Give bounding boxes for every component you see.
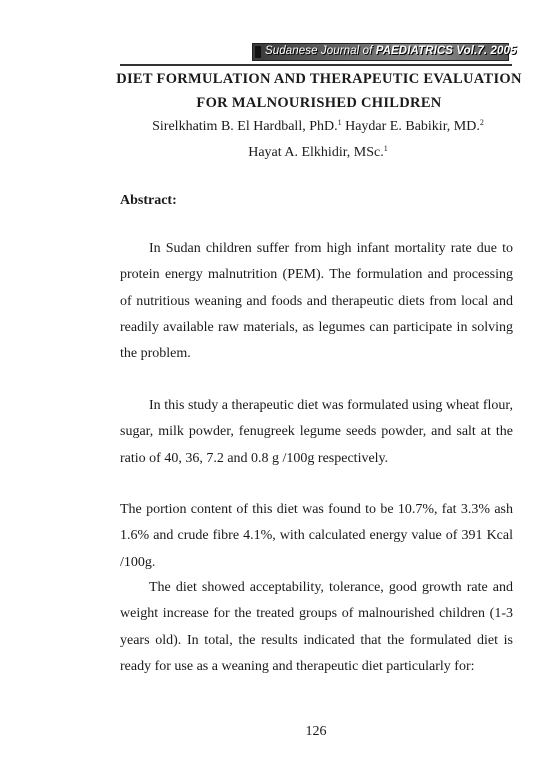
author-2-affiliation: 2	[479, 118, 484, 127]
authors-line-1	[0, 119, 550, 135]
journal-banner-text	[265, 45, 516, 57]
author-3-affiliation: 1	[383, 144, 388, 153]
author-2: Haydar E. Babikir, MD.	[341, 119, 480, 134]
banner-marker	[255, 46, 261, 58]
author-1-affiliation: 1	[337, 118, 342, 127]
article-title-line-1: DIET FORMULATION AND THERAPEUTIC EVALUATION	[116, 71, 522, 87]
abstract-heading: Abstract:	[120, 193, 177, 208]
journal-prefix: Sudanese Journal of	[265, 45, 376, 57]
abstract-paragraph: In this study a therapeutic diet was formulated using wheat flour, sugar, milk powder, fenugreek legume seeds powder, and salt at the ratio of 40, 36, 7.2 and 0.8 g /100g respectively.	[120, 398, 513, 466]
abstract-paragraph: The diet showed acceptability, tolerance, good growth rate and weight increase for the treated groups of malnourished children (1-3 years old). In total, the results indicated that the formulated diet is ready for use as a weaning and therapeutic diet particularly for:	[120, 580, 513, 674]
journal-banner	[252, 43, 517, 61]
abstract-paragraph: In Sudan children suffer from high infant mortality rate due to protein energy malnutrition (PEM). The formulation and processing of nutritious weaning and foods and therapeutic diets from local and readily available raw materials, as legumes can participate in solving the problem.	[120, 241, 513, 362]
journal-name: PAEDIATRICS Vol.7. 2005	[375, 45, 517, 57]
author-1: Sirelkhatim B. El Hardball, PhD.	[152, 119, 338, 134]
page-number: 126	[305, 724, 327, 739]
header-rule	[120, 64, 512, 66]
article-title-line-2: FOR MALNOURISHED CHILDREN	[196, 95, 442, 111]
authors-line-2	[0, 145, 550, 161]
author-3: Hayat A. Elkhidir, MSc.	[248, 145, 384, 160]
abstract-paragraph: The portion content of this diet was found to be 10.7%, fat 3.3% ash 1.6% and crude fibre 4.1%, with calculated energy value of 391 Kcal /100g.	[120, 502, 513, 570]
